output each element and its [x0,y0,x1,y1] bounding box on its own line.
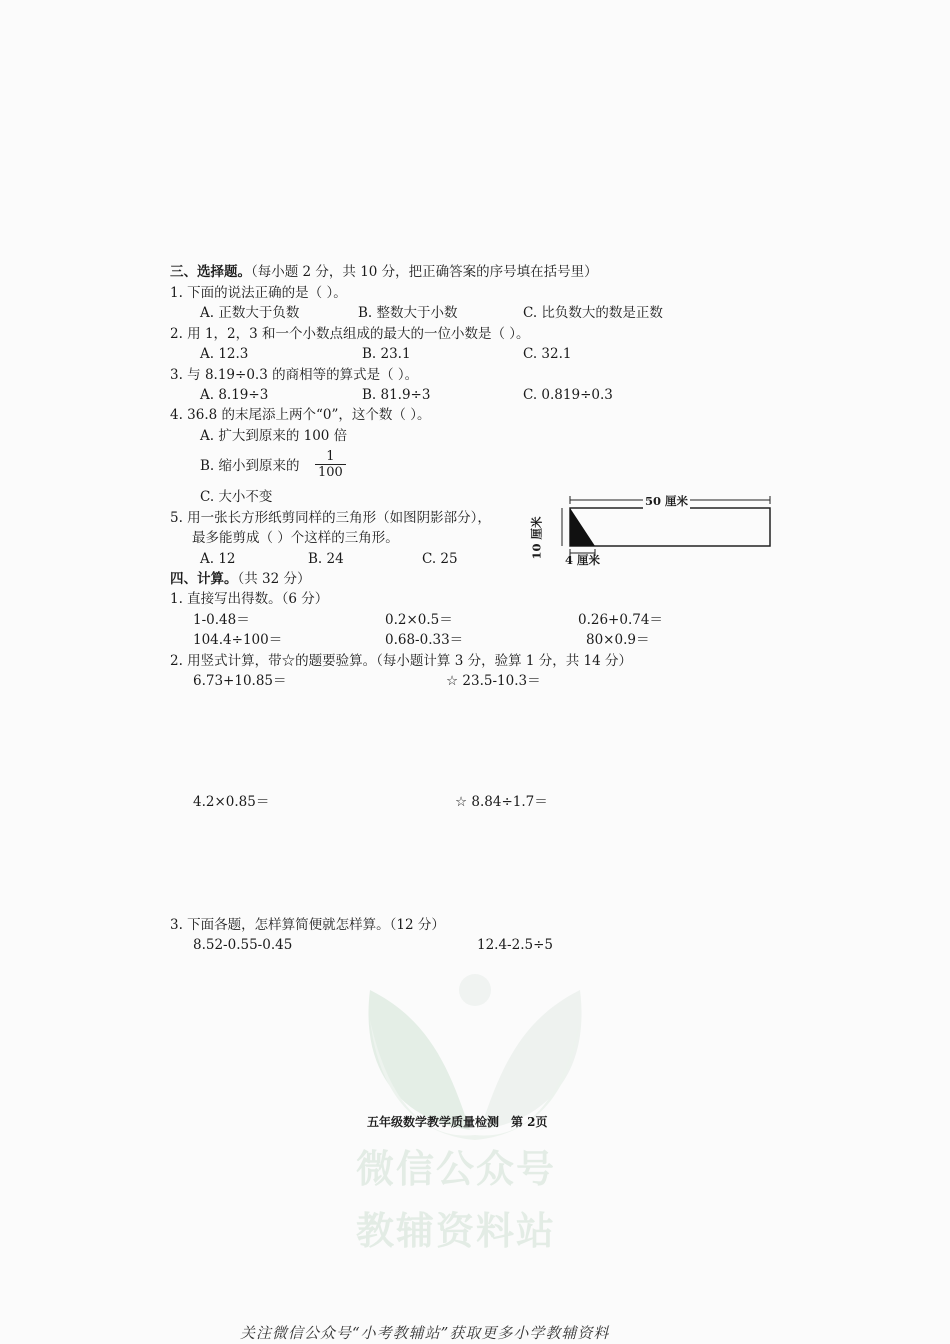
section3-title: 三、选择题。 [170,264,251,280]
section4-note: （共 32 分） [237,571,311,587]
section4-title: 四、计算。 [170,571,238,587]
p2-item-starred: ☆ 8.84÷1.7＝ [455,794,548,810]
q1-option-c: C. 比负数大的数是正数 [523,305,663,321]
q5-fig-base-label: 4 厘米 [565,553,601,567]
q4-fraction-numerator: 1 [315,449,346,465]
q5-option-b: B. 24 [308,551,344,567]
p2-item: 4.2×0.85＝ [193,794,270,810]
q2-option-b: B. 23.1 [362,346,411,362]
q5-fig-width-label: 10 厘米 [529,516,544,560]
p3-item: 12.4-2.5÷5 [477,937,553,953]
q1-stem: 1. 下面的说法正确的是（ ）。 [170,285,347,301]
page-footer: 五年级数学教学质量检测 第 2页 [367,1115,548,1129]
q2-option-a: A. 12.3 [200,346,249,362]
section3-heading [170,264,598,280]
q1-option-a: A. 正数大于负数 [200,305,300,321]
p1-stem: 1. 直接写出得数。（6 分） [170,591,329,607]
p2-stem: 2. 用竖式计算，带☆的题要验算。（每小题计算 3 分，验算 1 分，共 14 分） [170,653,633,669]
p2-item: 6.73+10.85＝ [193,673,287,689]
section4-heading [170,571,311,587]
p3-item: 8.52-0.55-0.45 [193,937,293,953]
q5-stem-line1: 5. 用一张长方形纸剪同样的三角形（如图阴影部分）， [170,510,491,526]
q5-fig-length-label: 50 厘米 [645,494,689,508]
q4-option-a: A. 扩大到原来的 100 倍 [200,428,348,444]
q5-option-c: C. 25 [422,551,458,567]
q3-option-a: A. 8.19÷3 [200,387,269,403]
q4-fraction-denominator: 100 [318,465,343,480]
q3-stem: 3. 与 8.19÷0.3 的商相等的算式是（ ）。 [170,367,419,383]
p1-item: 0.26+0.74＝ [578,612,663,628]
p1-item: 104.4÷100＝ [193,632,283,648]
bottom-note: 关注微信公众号“小考教辅站”获取更多小学教辅资料 [240,1324,610,1342]
section3-note: （每小题 2 分，共 10 分，把正确答案的序号填在括号里） [251,264,598,280]
p2-item-starred: ☆ 23.5-10.3＝ [446,673,541,689]
p3-stem: 3. 下面各题，怎样算简便就怎样算。（12 分） [170,917,445,933]
q3-option-c: C. 0.819÷0.3 [523,387,613,403]
p1-item: 0.68-0.33＝ [385,632,464,648]
q4-option-c: C. 大小不变 [200,489,273,505]
p1-item: 80×0.9＝ [586,632,650,648]
p1-item: 1-0.48＝ [193,612,250,628]
q2-option-c: C. 32.1 [523,346,572,362]
q4-option-b: B. 缩小到原来的 [200,458,300,474]
q1-option-b: B. 整数大于小数 [358,305,458,321]
q2-stem: 2. 用 1，2，3 和一个小数点组成的最大的一位小数是（ ）。 [170,326,530,342]
q4-fraction [315,449,346,480]
watermark-line1: 微信公众号 [356,1147,557,1191]
q5-stem-line2: 最多能剪成（ ）个这样的三角形。 [192,530,399,546]
watermark-line2: 教辅资料站 [356,1209,557,1253]
p1-item: 0.2×0.5＝ [385,612,453,628]
q5-option-a: A. 12 [200,551,236,567]
q4-stem: 4. 36.8 的末尾添上两个“0”，这个数（ ）。 [170,407,431,423]
q3-option-b: B. 81.9÷3 [362,387,431,403]
